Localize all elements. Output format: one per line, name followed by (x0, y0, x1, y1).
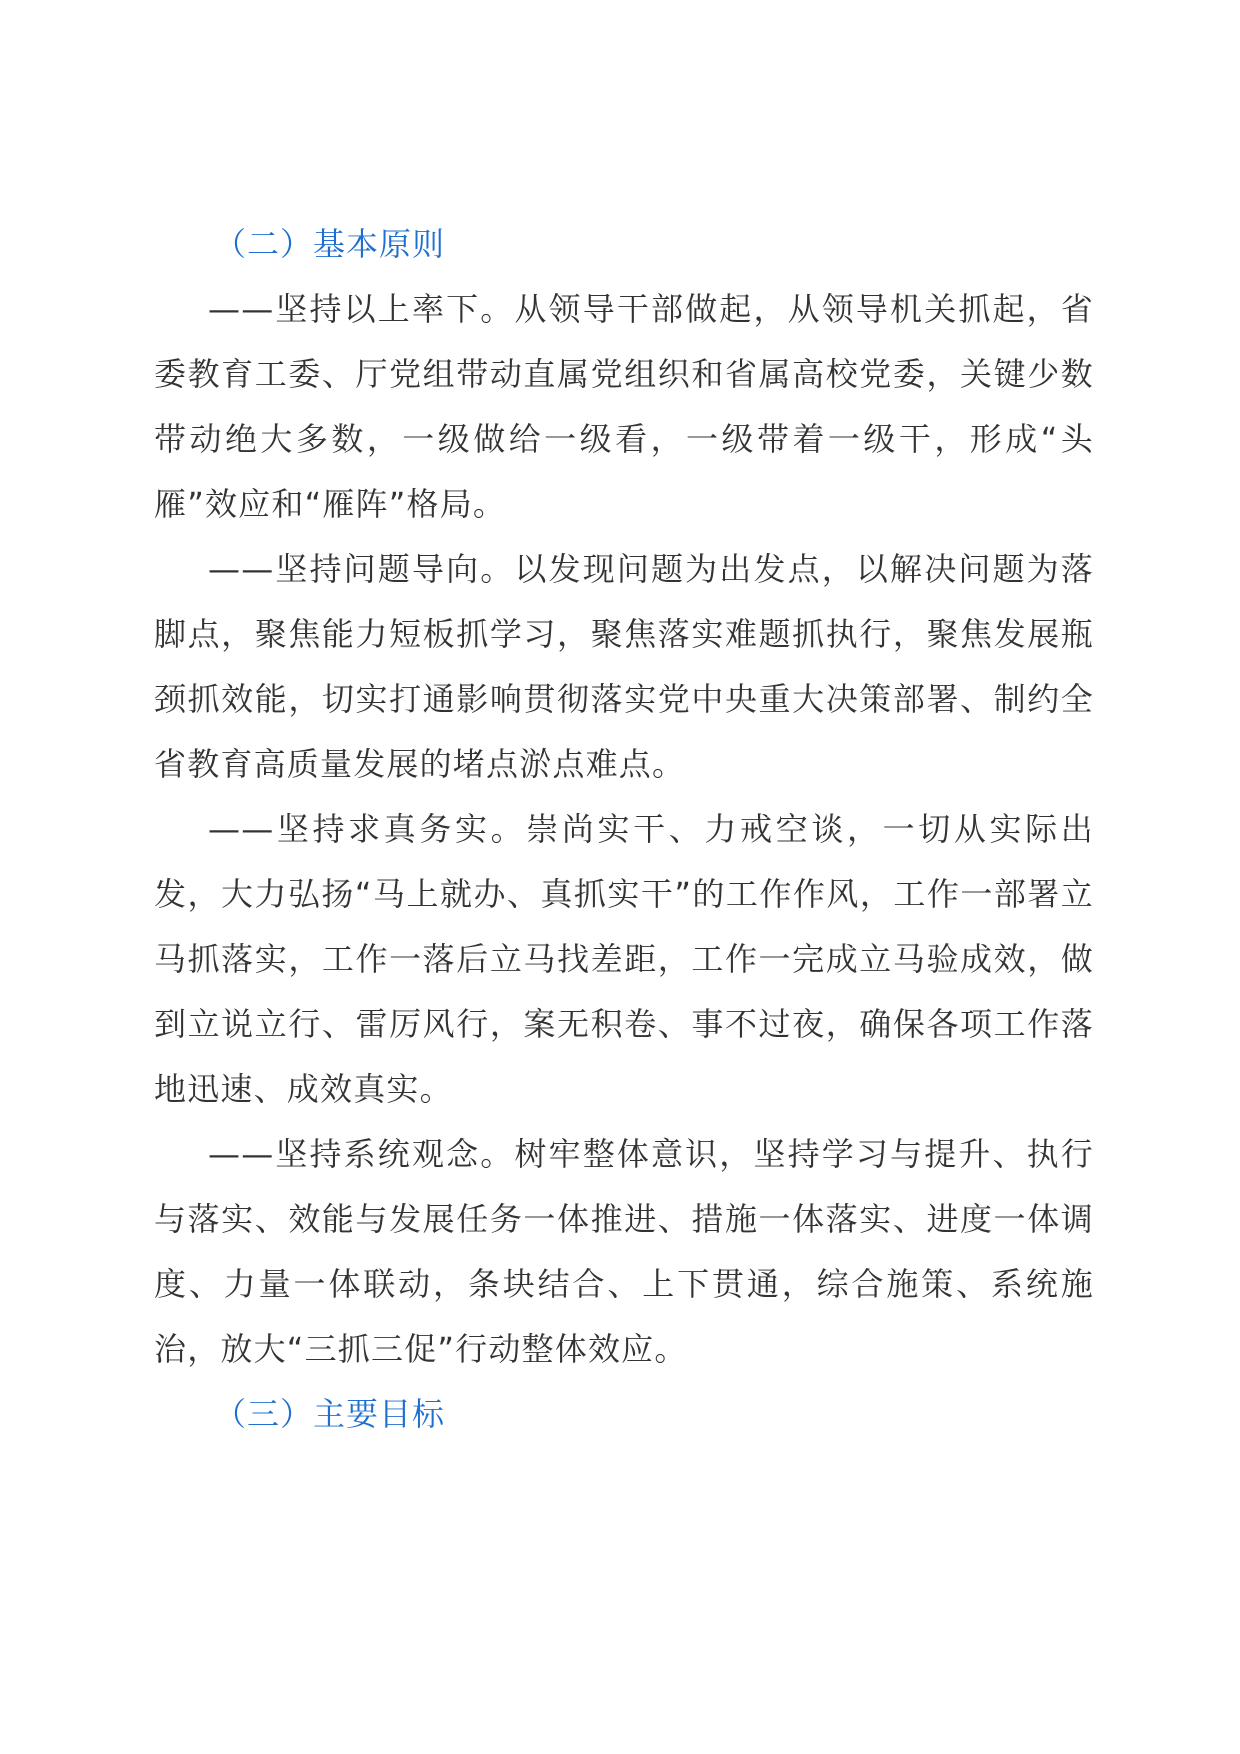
section-heading-main-goals: （三）主要目标 (214, 1395, 446, 1433)
section-heading-basic-principles: （二）基本原则 (214, 225, 446, 263)
paragraph-lead-by-example: ——坚持以上率下。从领导干部做起，从领导机关抓起，省委教育工委、厅党组带动直属党组织和省属高校党委，关键少数带动绝大多数，一级做给一级看，一级带着一级干，形成“头雁”效应和“雁阵”格局。 (154, 290, 1094, 523)
paragraph-systems-thinking: ——坚持系统观念。树牢整体意识，坚持学习与提升、执行与落实、效能与发展任务一体推进、措施一体落实、进度一体调度、力量一体联动，条块结合、上下贯通，综合施策、系统施治，放大“三抓三促”行动整体效应。 (154, 1135, 1094, 1368)
document-body (154, 212, 1094, 1447)
paragraph-seek-truth: ——坚持求真务实。崇尚实干、力戒空谈，一切从实际出发，大力弘扬“马上就办、真抓实干”的工作作风，工作一部署立马抓落实，工作一落后立马找差距，工作一完成立马验成效，做到立说立行、雷厉风行，案无积卷、事不过夜，确保各项工作落地迅速、成效真实。 (154, 810, 1094, 1108)
paragraph-problem-oriented: ——坚持问题导向。以发现问题为出发点，以解决问题为落脚点，聚焦能力短板抓学习，聚焦落实难题抓执行，聚焦发展瓶颈抓效能，切实打通影响贯彻落实党中央重大决策部署、制约全省教育高质量发展的堵点淤点难点。 (154, 550, 1094, 783)
